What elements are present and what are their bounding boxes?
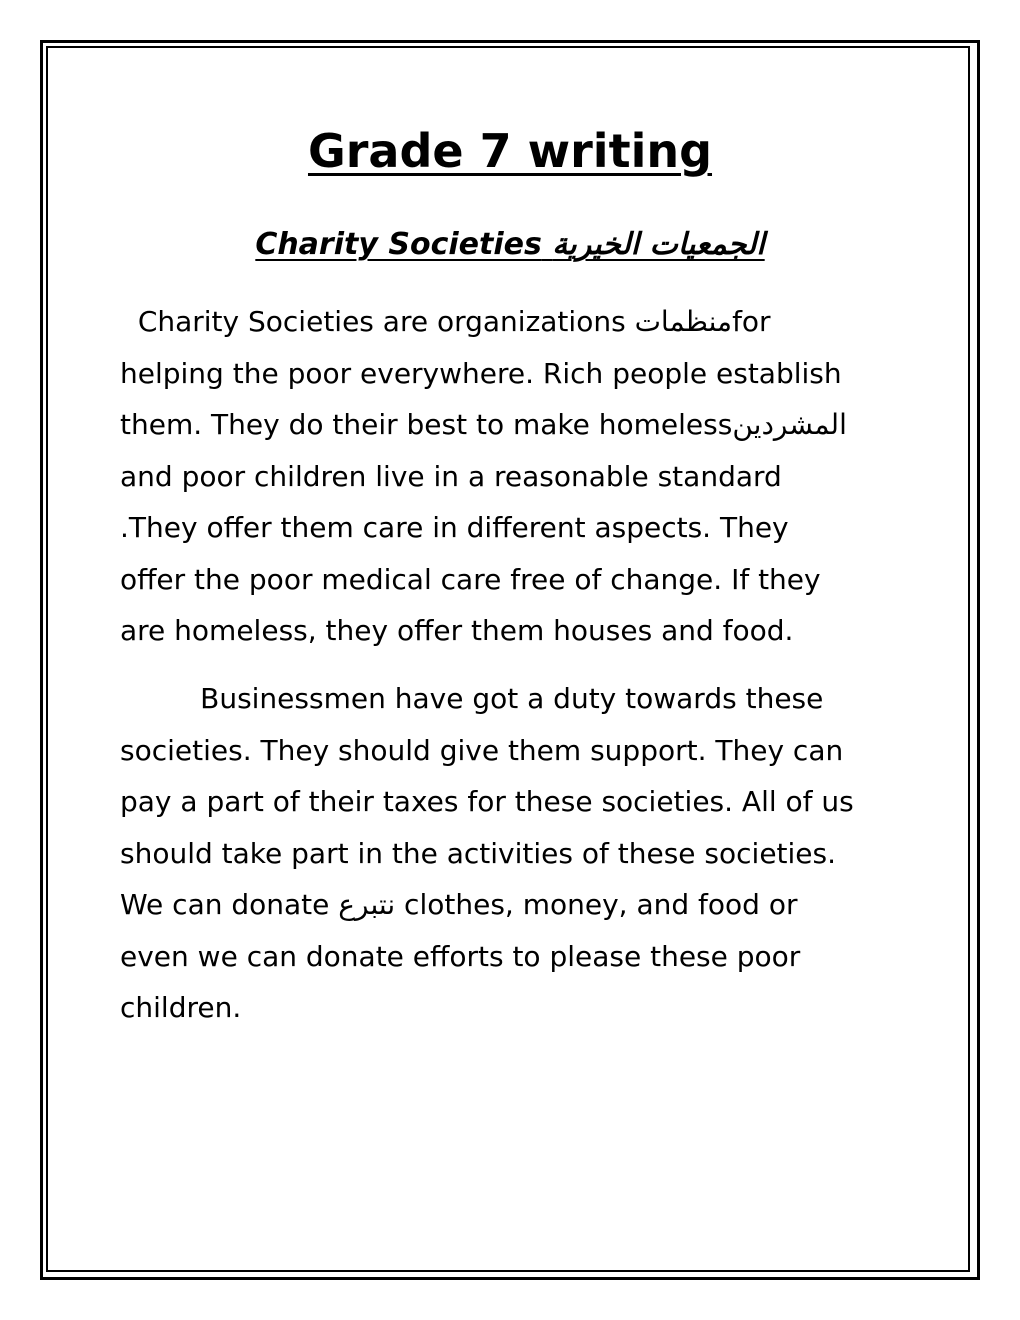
p1-line1-start: Charity Societies are organizations bbox=[137, 305, 635, 338]
p1-arabic-homeless: المشردين bbox=[732, 408, 847, 441]
subtitle-english: Charity Societies bbox=[255, 227, 542, 262]
paragraph-2-line-2: societies. They should give them support. They can bbox=[120, 733, 844, 767]
paragraph-1-line-3 bbox=[120, 399, 910, 451]
paragraph-1-line-5: .They offer them care in different aspects. They bbox=[120, 511, 789, 544]
paragraph-1-line-4: and poor children live in a reasonable standard bbox=[120, 459, 782, 493]
p1-line3-start: them. They do their best to make homeless bbox=[120, 408, 733, 441]
document-subtitle bbox=[0, 228, 1020, 261]
p2-line5-end: clothes, money, and food or bbox=[395, 888, 798, 921]
paragraph-2-line-7: children. bbox=[120, 991, 242, 1024]
subtitle-underlined bbox=[255, 227, 764, 262]
p1-line1-end: for bbox=[732, 305, 771, 338]
p2-arabic-donate: نتبرع bbox=[338, 888, 396, 921]
paragraph-1-line-1 bbox=[120, 296, 910, 348]
document-title-text: Grade 7 writing bbox=[307, 124, 713, 178]
paragraph-2-line-1 bbox=[120, 673, 910, 725]
paragraph-1 bbox=[120, 296, 910, 657]
paragraph-2-line-5 bbox=[120, 879, 910, 931]
paragraph-1-line-7: are homeless, they offer them houses and food. bbox=[120, 614, 794, 647]
p2-line5-start: We can donate bbox=[120, 888, 339, 921]
paragraph-2-line-3: pay a part of their taxes for these societies. All of us bbox=[120, 785, 854, 818]
subtitle-arabic: الجمعيات الخيرية bbox=[552, 227, 765, 262]
p2-line1-text: Businessmen have got a duty towards these bbox=[200, 682, 824, 715]
paragraph-1-line-6: offer the poor medical care free of change. If they bbox=[120, 562, 821, 596]
document-title bbox=[0, 124, 1020, 178]
p1-arabic-organizations: منظمات bbox=[634, 305, 733, 338]
paragraph-1-line-2: helping the poor everywhere. Rich people establish bbox=[120, 356, 842, 390]
paragraph-2 bbox=[120, 673, 910, 1034]
paragraph-2-line-6: even we can donate efforts to please these poor bbox=[120, 939, 801, 973]
paragraph-2-line-4: should take part in the activities of these societies. bbox=[120, 836, 837, 870]
